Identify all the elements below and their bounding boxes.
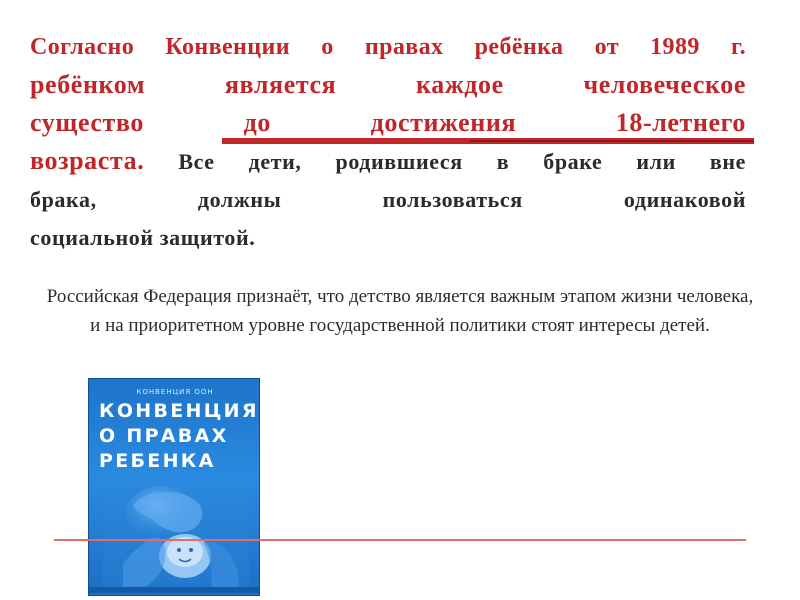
book-cover-title-line-2: О ПРАВАХ [99,425,229,447]
headline-line-6: социальной защитой. [30,225,256,250]
headline-line-1: Согласно Конвенции о правах ребёнка от 1989 г. [30,34,746,60]
book-cover-image [88,378,260,596]
headline-line-5: брака, должны пользоваться одинаковой [30,187,746,212]
headline-line-4 [30,142,746,181]
book-cover-title-line-3: РЕБЕНКА [99,450,216,472]
book-cover-footer-strip [89,587,260,593]
headline-line-2: ребёнком является каждое человеческое [30,70,746,99]
subtext-paragraph: Российская Федерация признаёт, что детство является важным этапом жизни человека, и на приоритетном уровне государственной политики стоят интересы детей. [46,286,754,336]
headline-line-4-dark: Все дети, родившиеся в браке или вне [144,149,746,174]
book-cover-caption: КОНВЕНЦИЯ ООН [136,388,214,396]
headline-line-4-red: возраста. [30,146,145,175]
book-cover-title-line-1: КОНВЕНЦИЯ [99,400,259,422]
book-cover-title [99,399,259,474]
mother-child-photo [103,484,249,590]
strikethrough-shadow [470,140,754,142]
footer-rule [54,539,746,541]
headline-line-3: существо до достижения 18-летнего [30,108,746,137]
